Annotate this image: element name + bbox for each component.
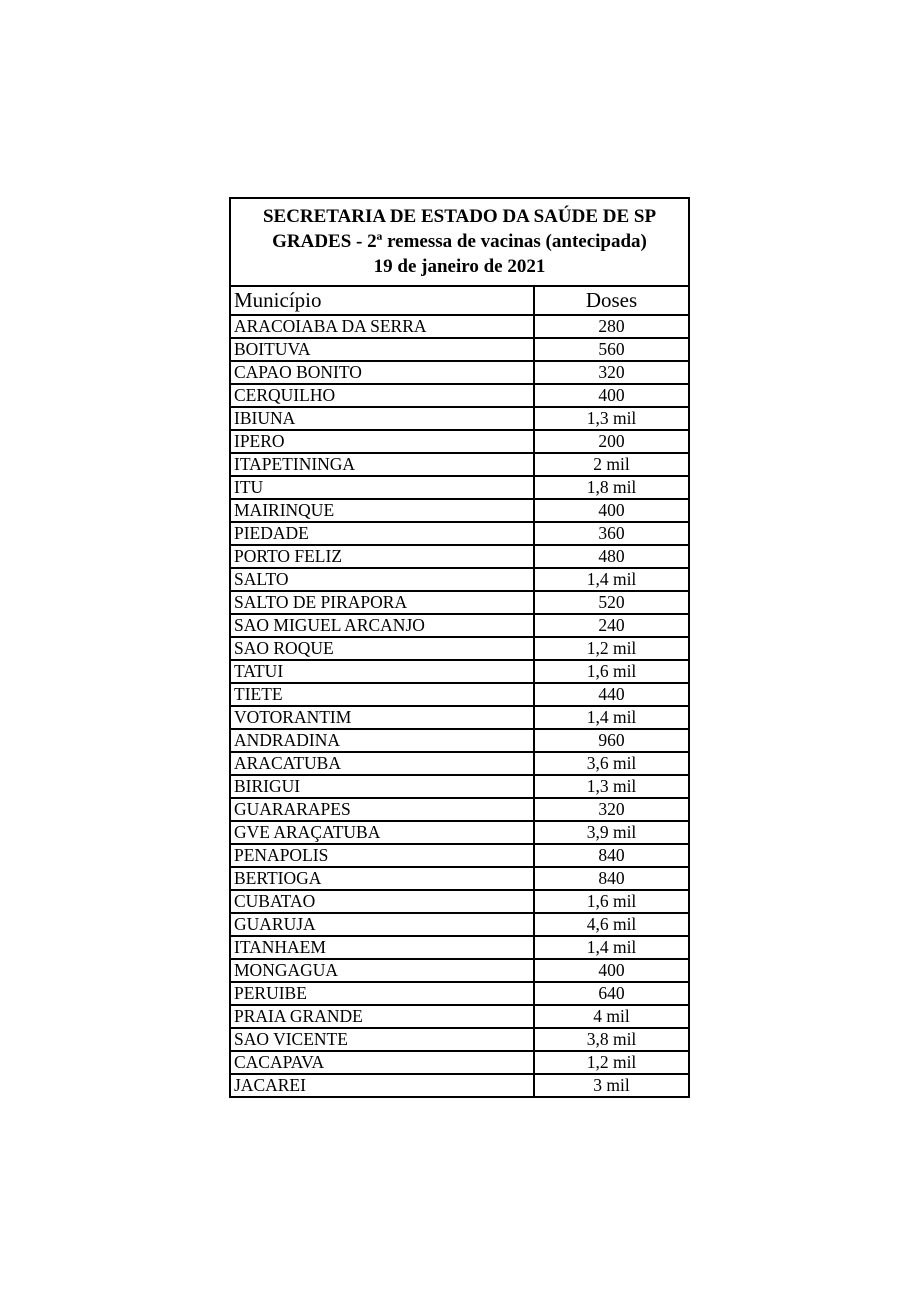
doses-cell: 840 bbox=[534, 844, 689, 867]
municipio-cell: SAO MIGUEL ARCANJO bbox=[230, 614, 534, 637]
doses-cell: 400 bbox=[534, 384, 689, 407]
column-header-row bbox=[230, 286, 689, 315]
table-body bbox=[230, 198, 689, 1097]
table-row bbox=[230, 660, 689, 683]
municipio-cell: ITU bbox=[230, 476, 534, 499]
title-row bbox=[230, 198, 689, 286]
table-row bbox=[230, 1005, 689, 1028]
municipio-cell: TIETE bbox=[230, 683, 534, 706]
municipio-cell: PERUIBE bbox=[230, 982, 534, 1005]
table-row bbox=[230, 361, 689, 384]
table-row bbox=[230, 752, 689, 775]
doses-cell: 280 bbox=[534, 315, 689, 338]
municipio-cell: VOTORANTIM bbox=[230, 706, 534, 729]
table-row bbox=[230, 1051, 689, 1074]
table-row bbox=[230, 522, 689, 545]
doses-cell: 1,3 mil bbox=[534, 775, 689, 798]
doses-cell: 640 bbox=[534, 982, 689, 1005]
table-row bbox=[230, 407, 689, 430]
municipio-cell: IBIUNA bbox=[230, 407, 534, 430]
doses-cell: 4 mil bbox=[534, 1005, 689, 1028]
doses-cell: 3,8 mil bbox=[534, 1028, 689, 1051]
municipio-cell: BOITUVA bbox=[230, 338, 534, 361]
municipio-cell: BIRIGUI bbox=[230, 775, 534, 798]
table-row bbox=[230, 867, 689, 890]
doses-cell: 1,4 mil bbox=[534, 568, 689, 591]
table-row bbox=[230, 798, 689, 821]
doses-cell: 1,6 mil bbox=[534, 660, 689, 683]
table-row bbox=[230, 729, 689, 752]
doses-cell: 3,6 mil bbox=[534, 752, 689, 775]
doses-cell: 1,4 mil bbox=[534, 706, 689, 729]
doses-cell: 400 bbox=[534, 499, 689, 522]
table-row bbox=[230, 683, 689, 706]
title-line-2: GRADES - 2ª remessa de vacinas (antecipada) bbox=[272, 231, 647, 252]
table-row bbox=[230, 545, 689, 568]
title-line-3: 19 de janeiro de 2021 bbox=[373, 256, 546, 277]
municipio-cell: ITAPETININGA bbox=[230, 453, 534, 476]
table-row bbox=[230, 982, 689, 1005]
municipio-cell: PENAPOLIS bbox=[230, 844, 534, 867]
doses-cell: 1,2 mil bbox=[534, 1051, 689, 1074]
doses-cell: 1,4 mil bbox=[534, 936, 689, 959]
doses-cell: 200 bbox=[534, 430, 689, 453]
doses-cell: 840 bbox=[534, 867, 689, 890]
doses-cell: 320 bbox=[534, 361, 689, 384]
table-row bbox=[230, 775, 689, 798]
municipio-cell: PRAIA GRANDE bbox=[230, 1005, 534, 1028]
doses-cell: 240 bbox=[534, 614, 689, 637]
doses-cell: 4,6 mil bbox=[534, 913, 689, 936]
table-row bbox=[230, 936, 689, 959]
municipio-cell: ARACATUBA bbox=[230, 752, 534, 775]
doses-cell: 1,3 mil bbox=[534, 407, 689, 430]
table-row bbox=[230, 453, 689, 476]
doses-cell: 360 bbox=[534, 522, 689, 545]
table-title-cell bbox=[230, 198, 689, 286]
doses-cell: 2 mil bbox=[534, 453, 689, 476]
table-row bbox=[230, 637, 689, 660]
doses-cell: 400 bbox=[534, 959, 689, 982]
table-row bbox=[230, 476, 689, 499]
municipio-cell: MONGAGUA bbox=[230, 959, 534, 982]
municipio-cell: JACAREI bbox=[230, 1074, 534, 1097]
municipio-cell: GUARUJA bbox=[230, 913, 534, 936]
municipio-cell: ANDRADINA bbox=[230, 729, 534, 752]
municipio-cell: ARACOIABA DA SERRA bbox=[230, 315, 534, 338]
municipio-cell: CACAPAVA bbox=[230, 1051, 534, 1074]
municipio-cell: SAO VICENTE bbox=[230, 1028, 534, 1051]
table-row bbox=[230, 1074, 689, 1097]
table-row bbox=[230, 430, 689, 453]
doses-cell: 320 bbox=[534, 798, 689, 821]
table-row bbox=[230, 614, 689, 637]
municipio-cell: ITANHAEM bbox=[230, 936, 534, 959]
table-row bbox=[230, 844, 689, 867]
doses-cell: 520 bbox=[534, 591, 689, 614]
table-row bbox=[230, 1028, 689, 1051]
municipio-cell: CAPAO BONITO bbox=[230, 361, 534, 384]
doses-cell: 1,2 mil bbox=[534, 637, 689, 660]
municipio-cell: GUARARAPES bbox=[230, 798, 534, 821]
doses-cell: 960 bbox=[534, 729, 689, 752]
doses-cell: 1,6 mil bbox=[534, 890, 689, 913]
municipio-cell: CUBATAO bbox=[230, 890, 534, 913]
column-header-doses: Doses bbox=[534, 286, 689, 315]
table-row bbox=[230, 706, 689, 729]
municipio-cell: CERQUILHO bbox=[230, 384, 534, 407]
table-row bbox=[230, 890, 689, 913]
municipio-cell: SALTO bbox=[230, 568, 534, 591]
municipio-cell: MAIRINQUE bbox=[230, 499, 534, 522]
doses-table bbox=[229, 197, 690, 1098]
municipio-cell: SAO ROQUE bbox=[230, 637, 534, 660]
title-line-1: SECRETARIA DE ESTADO DA SAÚDE DE SP bbox=[262, 206, 657, 227]
table-row bbox=[230, 821, 689, 844]
municipio-cell: SALTO DE PIRAPORA bbox=[230, 591, 534, 614]
doses-cell: 3 mil bbox=[534, 1074, 689, 1097]
municipio-cell: IPERO bbox=[230, 430, 534, 453]
table-row bbox=[230, 568, 689, 591]
municipio-cell: BERTIOGA bbox=[230, 867, 534, 890]
table-row bbox=[230, 591, 689, 614]
municipio-cell: PORTO FELIZ bbox=[230, 545, 534, 568]
municipio-cell: TATUI bbox=[230, 660, 534, 683]
table-row bbox=[230, 315, 689, 338]
doses-cell: 1,8 mil bbox=[534, 476, 689, 499]
table-row bbox=[230, 959, 689, 982]
municipio-cell: GVE ARAÇATUBA bbox=[230, 821, 534, 844]
doses-cell: 480 bbox=[534, 545, 689, 568]
column-header-municipio: Município bbox=[230, 286, 534, 315]
table-row bbox=[230, 913, 689, 936]
doses-cell: 440 bbox=[534, 683, 689, 706]
municipio-cell: PIEDADE bbox=[230, 522, 534, 545]
table-row bbox=[230, 338, 689, 361]
doses-cell: 560 bbox=[534, 338, 689, 361]
doses-cell: 3,9 mil bbox=[534, 821, 689, 844]
table-row bbox=[230, 499, 689, 522]
table-row bbox=[230, 384, 689, 407]
